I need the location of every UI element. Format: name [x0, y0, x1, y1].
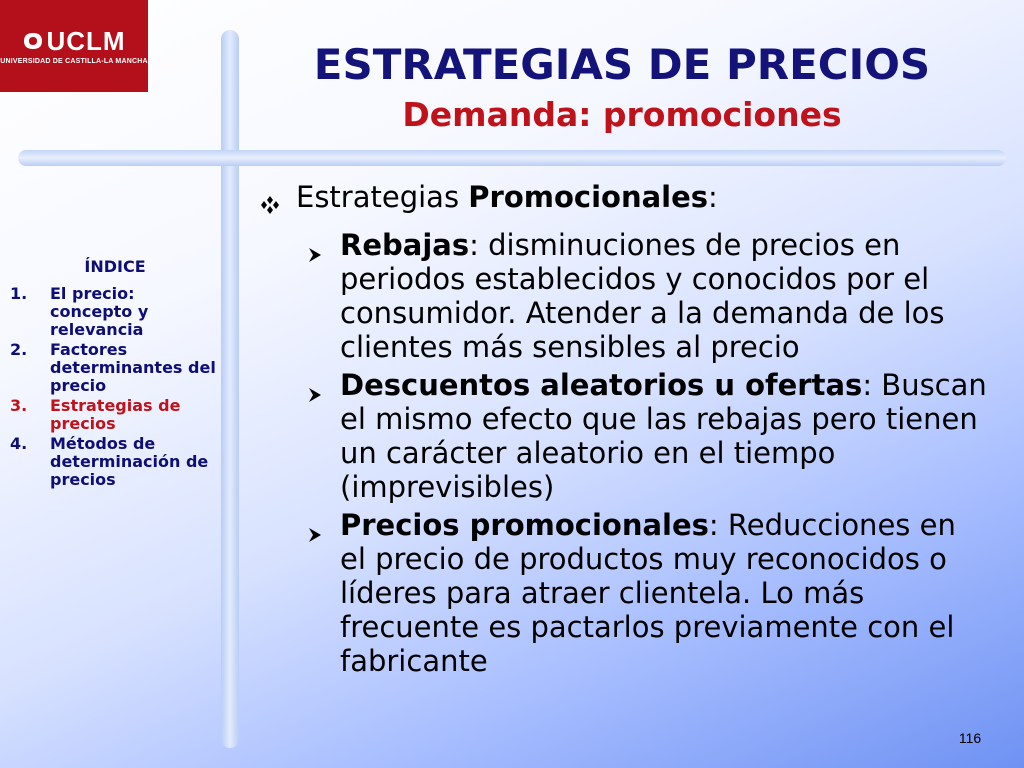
arrowhead-bullet-icon [306, 228, 340, 271]
sub-bullet-text: Descuentos aleatorios u ofertas: Buscan el mismo efecto que las rebajas pero tienen un carácter aleatorio en el tiempo (imprevisibles) [340, 368, 987, 504]
sub-bullet-term: Descuentos aleatorios u ofertas [340, 368, 863, 402]
sub-bullet [306, 228, 988, 364]
four-diamond-bullet-icon [258, 180, 296, 222]
vertical-divider [221, 30, 239, 748]
uclm-crest-icon [22, 31, 44, 51]
sub-bullet-text: Rebajas: disminuciones de precios en periodos establecidos y conocidos por el consumidor. Atender a la demanda de los clientes más sensibles al precio [340, 228, 945, 364]
sub-bullet [306, 368, 988, 504]
arrowhead-bullet-icon [306, 368, 340, 411]
slide-subtitle: Demanda: promociones [402, 95, 842, 134]
index-item[interactable] [10, 341, 218, 395]
arrowhead-bullet-icon [306, 508, 340, 551]
index-heading: ÍNDICE [84, 257, 146, 276]
slide-content [258, 180, 988, 682]
sub-bullet-text: Precios promocionales: Reducciones en el precio de productos muy reconocidos o líderes para atraer clientela. Lo más frecuente es pactarlos previamente con el fabricante [340, 508, 956, 678]
index-item-label: Métodos de determinación de precios [50, 434, 209, 489]
main-bullet [258, 180, 988, 222]
index-item-active[interactable] [10, 397, 218, 433]
page-number: 116 [958, 730, 982, 746]
index-item-number: 4. [10, 434, 28, 453]
sub-bullet [306, 508, 988, 678]
logo-subtitle: UNIVERSIDAD DE CASTILLA-LA MANCHA [0, 57, 148, 65]
uclm-logo [0, 0, 148, 92]
sub-bullet-term: Precios promocionales [340, 508, 709, 542]
index-item-number: 3. [10, 396, 28, 415]
index-item-label: Factores determinantes del precio [50, 340, 216, 395]
main-bullet-text: Estrategias Promocionales: [296, 180, 718, 214]
index-item[interactable] [10, 435, 218, 489]
index-item-number: 1. [10, 284, 28, 303]
index-item-label: Estrategias de precios [50, 396, 181, 433]
index-item[interactable] [10, 285, 218, 339]
index-item-label: El precio: concepto y relevancia [50, 284, 149, 339]
index-item-number: 2. [10, 340, 28, 359]
index-sidebar [10, 258, 218, 491]
sub-bullet-term: Rebajas [340, 228, 470, 262]
logo-text: UCLM [46, 25, 126, 56]
slide-title: ESTRATEGIAS DE PRECIOS [313, 40, 931, 89]
horizontal-divider [18, 150, 1006, 166]
